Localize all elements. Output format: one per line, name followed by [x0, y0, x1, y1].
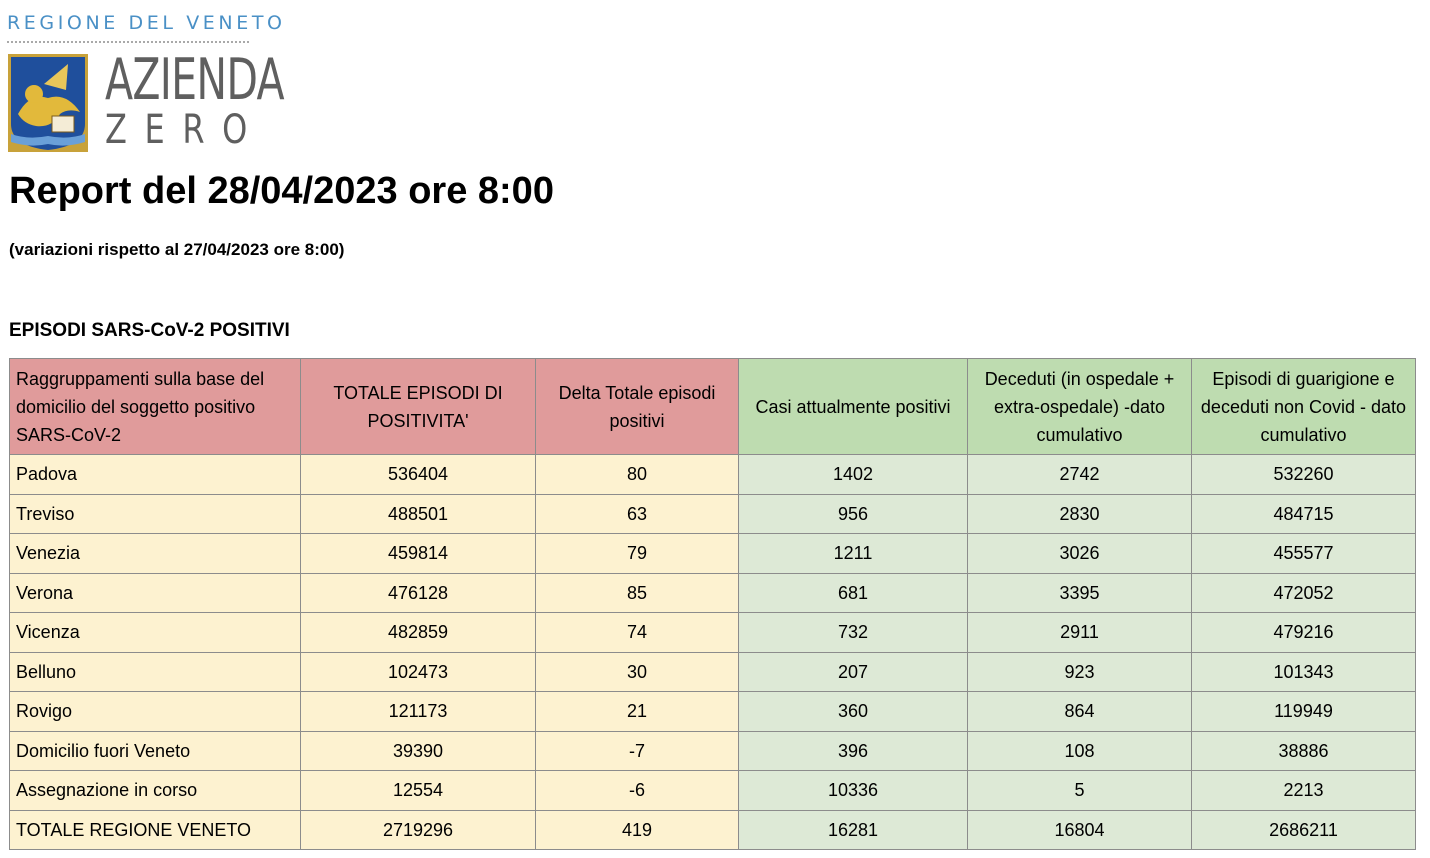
cell-recoveries: 532260 — [1192, 455, 1416, 495]
logo-dotted-divider — [7, 41, 249, 43]
cell-total-episodes: 2719296 — [301, 810, 536, 850]
report-subtitle: (variazioni rispetto al 27/04/2023 ore 8:00) — [9, 240, 345, 259]
cell-group: Vicenza — [10, 613, 301, 653]
table-header-row — [10, 359, 1416, 455]
cell-recoveries: 2686211 — [1192, 810, 1416, 850]
cell-recoveries: 101343 — [1192, 652, 1416, 692]
lion-of-saint-mark-emblem-icon — [8, 54, 88, 152]
positive-episodes-table — [9, 358, 1416, 850]
cell-recoveries: 38886 — [1192, 731, 1416, 771]
cell-deaths: 864 — [968, 692, 1192, 732]
cell-total-episodes: 39390 — [301, 731, 536, 771]
logo-text-azienda: AZIENDA — [105, 47, 284, 113]
cell-recoveries: 479216 — [1192, 613, 1416, 653]
region-name: REGIONE DEL VENETO — [7, 12, 286, 34]
cell-recoveries: 455577 — [1192, 534, 1416, 574]
cell-delta: 79 — [536, 534, 739, 574]
cell-deaths: 3395 — [968, 573, 1192, 613]
table-row — [10, 652, 1416, 692]
cell-current-positives: 10336 — [739, 771, 968, 811]
column-header-delta: Delta Totale episodi positivi — [536, 359, 739, 455]
cell-deaths: 2911 — [968, 613, 1192, 653]
cell-group: TOTALE REGIONE VENETO — [10, 810, 301, 850]
cell-delta: 30 — [536, 652, 739, 692]
cell-total-episodes: 12554 — [301, 771, 536, 811]
cell-current-positives: 396 — [739, 731, 968, 771]
cell-total-episodes: 102473 — [301, 652, 536, 692]
table-row — [10, 613, 1416, 653]
cell-delta: 21 — [536, 692, 739, 732]
cell-group: Treviso — [10, 494, 301, 534]
cell-current-positives: 360 — [739, 692, 968, 732]
report-title: Report del 28/04/2023 ore 8:00 — [9, 170, 554, 212]
column-header-group: Raggruppamenti sulla base del domicilio del soggetto positivo SARS-CoV-2 — [10, 359, 301, 455]
table-row — [10, 731, 1416, 771]
cell-delta: 74 — [536, 613, 739, 653]
cell-group: Venezia — [10, 534, 301, 574]
cell-total-episodes: 476128 — [301, 573, 536, 613]
cell-current-positives: 732 — [739, 613, 968, 653]
column-header-current-positives: Casi attualmente positivi — [739, 359, 968, 455]
cell-delta: 85 — [536, 573, 739, 613]
section-title: EPISODI SARS-CoV-2 POSITIVI — [9, 320, 290, 341]
cell-delta: 80 — [536, 455, 739, 495]
cell-total-episodes: 488501 — [301, 494, 536, 534]
cell-deaths: 108 — [968, 731, 1192, 771]
column-header-total-episodes: TOTALE EPISODI DI POSITIVITA' — [301, 359, 536, 455]
cell-group: Rovigo — [10, 692, 301, 732]
cell-total-episodes: 459814 — [301, 534, 536, 574]
cell-deaths: 5 — [968, 771, 1192, 811]
cell-recoveries: 2213 — [1192, 771, 1416, 811]
cell-recoveries: 472052 — [1192, 573, 1416, 613]
logo-text-zero: ZERO — [105, 107, 265, 153]
azienda-zero-logo — [7, 10, 286, 153]
column-header-recoveries: Episodi di guarigione e deceduti non Covid - dato cumulativo — [1192, 359, 1416, 455]
table-row — [10, 455, 1416, 495]
table-row — [10, 771, 1416, 811]
cell-deaths: 3026 — [968, 534, 1192, 574]
cell-current-positives: 207 — [739, 652, 968, 692]
cell-current-positives: 16281 — [739, 810, 968, 850]
cell-current-positives: 681 — [739, 573, 968, 613]
cell-delta: -6 — [536, 771, 739, 811]
cell-group: Belluno — [10, 652, 301, 692]
cell-current-positives: 1211 — [739, 534, 968, 574]
column-header-deaths: Deceduti (in ospedale + extra-ospedale) -dato cumulativo — [968, 359, 1192, 455]
cell-deaths: 2830 — [968, 494, 1192, 534]
cell-recoveries: 484715 — [1192, 494, 1416, 534]
table-row — [10, 494, 1416, 534]
cell-total-episodes: 482859 — [301, 613, 536, 653]
table-row — [10, 573, 1416, 613]
cell-recoveries: 119949 — [1192, 692, 1416, 732]
cell-deaths: 16804 — [968, 810, 1192, 850]
cell-total-episodes: 121173 — [301, 692, 536, 732]
table-row — [10, 534, 1416, 574]
cell-total-episodes: 536404 — [301, 455, 536, 495]
cell-group: Domicilio fuori Veneto — [10, 731, 301, 771]
cell-current-positives: 1402 — [739, 455, 968, 495]
cell-deaths: 923 — [968, 652, 1192, 692]
cell-delta: -7 — [536, 731, 739, 771]
table-row — [10, 692, 1416, 732]
cell-group: Padova — [10, 455, 301, 495]
cell-current-positives: 956 — [739, 494, 968, 534]
cell-group: Verona — [10, 573, 301, 613]
cell-delta: 63 — [536, 494, 739, 534]
cell-group: Assegnazione in corso — [10, 771, 301, 811]
table-total-row — [10, 810, 1416, 850]
cell-deaths: 2742 — [968, 455, 1192, 495]
cell-delta: 419 — [536, 810, 739, 850]
